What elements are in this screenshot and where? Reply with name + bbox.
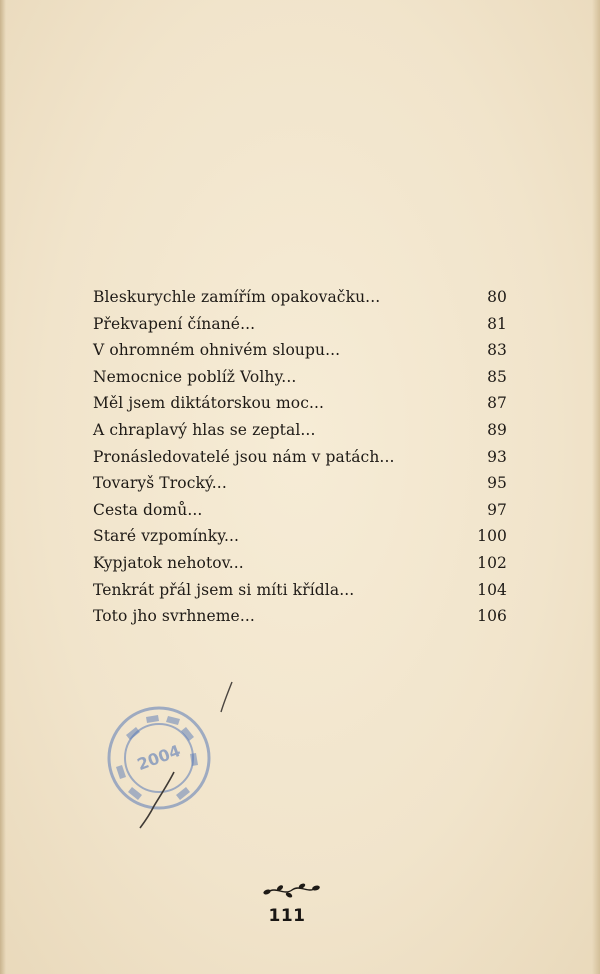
toc-entry-title: Cesta domů... xyxy=(93,500,203,519)
toc-entry xyxy=(93,337,507,364)
toc-entry xyxy=(93,577,507,604)
toc-entry-title: Měl jsem diktátorskou moc... xyxy=(93,394,325,413)
toc-entry-page: 102 xyxy=(477,553,507,572)
toc-entry-title: A chraplavý hlas se zeptal... xyxy=(93,420,316,439)
toc-entry-page: 95 xyxy=(487,474,507,493)
toc-entry xyxy=(93,523,507,550)
toc-entry xyxy=(93,470,507,497)
toc-entry-title: Kypjatok nehotov... xyxy=(93,553,244,572)
toc-entry-title: Pronásledovatelé jsou nám v patách... xyxy=(93,447,395,466)
toc-entry-title: Nemocnice poblíž Volhy... xyxy=(93,367,297,386)
toc-entry-page: 87 xyxy=(487,394,507,413)
pencil-mark xyxy=(138,770,178,830)
page-edge-right xyxy=(592,0,600,974)
toc-entry-page: 81 xyxy=(487,314,507,333)
toc-entry-page: 89 xyxy=(487,420,507,439)
toc-entry-page: 106 xyxy=(477,607,507,626)
toc-entry-page: 85 xyxy=(487,367,507,386)
pencil-mark xyxy=(218,680,236,714)
toc-entry-page: 100 xyxy=(477,527,507,546)
table-of-contents xyxy=(93,284,507,630)
toc-entry-page: 93 xyxy=(487,447,507,466)
toc-entry-page: 104 xyxy=(477,580,507,599)
toc-entry-page: 80 xyxy=(487,288,507,306)
toc-entry xyxy=(93,550,507,577)
toc-entry-title: Tovaryš Trocký... xyxy=(93,474,227,493)
toc-entry xyxy=(93,497,507,524)
toc-entry xyxy=(93,444,507,471)
toc-entry-page: 97 xyxy=(487,500,507,519)
toc-entry xyxy=(93,284,507,311)
page-edge-left xyxy=(0,0,6,974)
toc-entry-title: Bleskurychle zamířím opakovačku... xyxy=(93,288,381,306)
floral-vine-icon xyxy=(262,880,320,900)
toc-entry xyxy=(93,417,507,444)
stamp-year: 2004 xyxy=(134,740,184,775)
toc-entry-title: V ohromném ohnivém sloupu... xyxy=(93,341,341,360)
page-number: 111 xyxy=(268,906,306,926)
toc-entry xyxy=(93,311,507,338)
toc-entry-title: Tenkrát přál jsem si míti křídla... xyxy=(93,580,355,599)
toc-entry-title: Staré vzpomínky... xyxy=(93,527,240,546)
toc-entry xyxy=(93,390,507,417)
toc-entry-title: Překvapení čínané... xyxy=(93,314,256,333)
toc-entry xyxy=(93,603,507,630)
toc-entry xyxy=(93,364,507,391)
toc-entry-page: 83 xyxy=(487,341,507,360)
toc-entry-title: Toto jho svrhneme... xyxy=(93,607,255,626)
